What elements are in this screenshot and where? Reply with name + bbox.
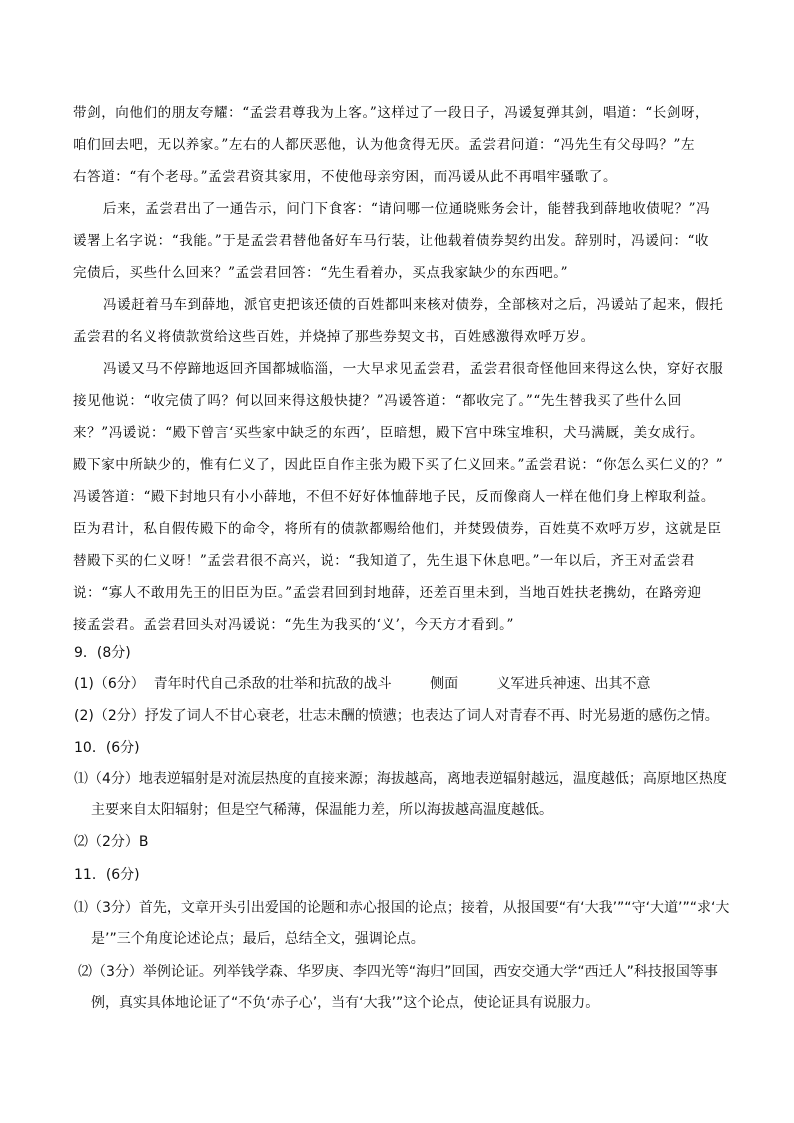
story-line: 完债后，买些什么回来？”孟尝君回答：“先生看着办，买点我家缺少的东西吧。” <box>73 265 569 281</box>
story-line: 殿下家中所缺少的，惟有仁义了，因此臣自作主张为殿下买了仁义回来。”孟尝君说：“你怎么买仁义的？” <box>73 457 724 473</box>
q11-answer-1: ⑴（3分）首先，文章开头引出爱国的论题和赤心报国的论点；接着，从报国要“有‘大我’”“守‘大道’”“求‘大 <box>74 900 730 916</box>
story-line: 说：“寡人不敢用先王的旧臣为臣。”孟尝君回到封地薛，还差百里未到，当地百姓扶老携幼，在路旁迎 <box>73 585 702 601</box>
story-line: 孟尝君的名义将债款赏给这些百姓，并烧掉了那些券契文书，百姓感激得欢呼万岁。 <box>73 329 595 345</box>
story-line: 冯谖答道：“殿下封地只有小小薛地，不但不好好体恤薛地子民，反而像商人一样在他们身上榨取利益。 <box>73 489 715 505</box>
story-line: 来？”冯谖说：“殿下曾言‘买些家中缺乏的东西’，臣暗想，殿下宫中珠宝堆积，犬马满厩，美女成行。 <box>73 425 705 441</box>
story-line: 谖署上名字说：“我能。”于是孟尝君替他备好车马行装，让他载着债券契约出发。辞别时，冯谖问：“收 <box>73 233 710 249</box>
q9-answer-1 <box>74 669 651 699</box>
story-line: 咱们回去吧，无以养家。”左右的人都厌恶他，认为他贪得无厌。孟尝君问道：“冯先生有父母吗？”左 <box>73 137 696 153</box>
q10-answer-1: ⑴（4分）地表逆辐射是对流层热度的直接来源；海拔越高，离地表逆辐射越远，温度越低；高原地区热度 <box>74 771 727 787</box>
q10-answer-1-cont: 主要来自太阳辐射；但是空气稀薄，保温能力差，所以海拔越高温度越低。 <box>91 802 553 818</box>
q11-answer-1-cont: 是’”三个角度论述论点；最后，总结全文，强调论点。 <box>91 931 425 947</box>
q9-answer-2: (2)（2分）抒发了词人不甘心衰老，壮志未酬的愤懑；也表达了词人对青春不再、时光易逝的感伤之情。 <box>74 708 719 724</box>
story-line: 接见他说：“收完债了吗？何以回来得这般快捷？”冯谖答道：“都收完了。”“先生替我买了些什么回 <box>73 393 682 409</box>
story-line: 带剑，向他们的朋友夸耀：“孟尝君尊我为上客。”这样过了一段日子，冯谖复弹其剑，唱道：“长剑呀， <box>73 105 710 121</box>
q9-1-blank-b: 侧面 <box>430 676 459 692</box>
story-line: 冯谖又马不停蹄地返回齐国都城临淄，一大早求见孟尝君，孟尝君很奇怪他回来得这么快，穿好衣服 <box>103 361 724 377</box>
story-line: 臣为君计，私自假传殿下的命令，将所有的债款都赐给他们，并焚毁债券，百姓莫不欢呼万岁，这就是臣 <box>73 521 722 537</box>
q9-1-blank-c: 义军进兵神速、出其不意 <box>496 676 651 692</box>
q11-heading: 11．(6分) <box>74 867 140 883</box>
story-line: 冯谖赶着马车到薛地，派官吏把该还债的百姓都叫来核对债券，全部核对之后，冯谖站了起来，假托 <box>103 297 724 313</box>
q11-answer-2-cont: 例，真实具体地论证了“不负‘赤子心’，当有‘大我’”这个论点，使论证具有说服力。 <box>91 995 600 1011</box>
story-line: 接孟尝君。孟尝君回头对冯谖说：“先生为我买的‘义’，今天方才看到。” <box>73 617 515 633</box>
story-line: 右答道：“有个老母。”孟尝君资其家用，不使他母亲穷困，而冯谖从此不再唱牢骚歌了。 <box>73 169 618 185</box>
q11-answer-2: ⑵（3分）举例论证。列举钱学森、华罗庚、李四光等“海归”回国，西安交通大学“西迁人”科技报国等事 <box>78 964 718 980</box>
q9-heading: 9．(8分) <box>74 645 131 661</box>
q10-heading: 10．(6分) <box>74 740 140 756</box>
q10-answer-2: ⑵（2分）B <box>74 834 149 850</box>
q9-1-blank-a: 青年时代自己杀敌的壮举和抗敌的战斗 <box>153 676 392 692</box>
story-line: 后来，孟尝君出了一通告示，问门下食客：“请问哪一位通晓账务会计，能替我到薛地收债呢？”冯 <box>103 201 711 217</box>
q9-1-prefix: (1)（6分） <box>74 676 145 692</box>
story-line: 替殿下买的仁义呀！”孟尝君很不高兴，说：“我知道了，先生退下休息吧。”一年以后，齐王对孟尝君 <box>73 553 696 569</box>
